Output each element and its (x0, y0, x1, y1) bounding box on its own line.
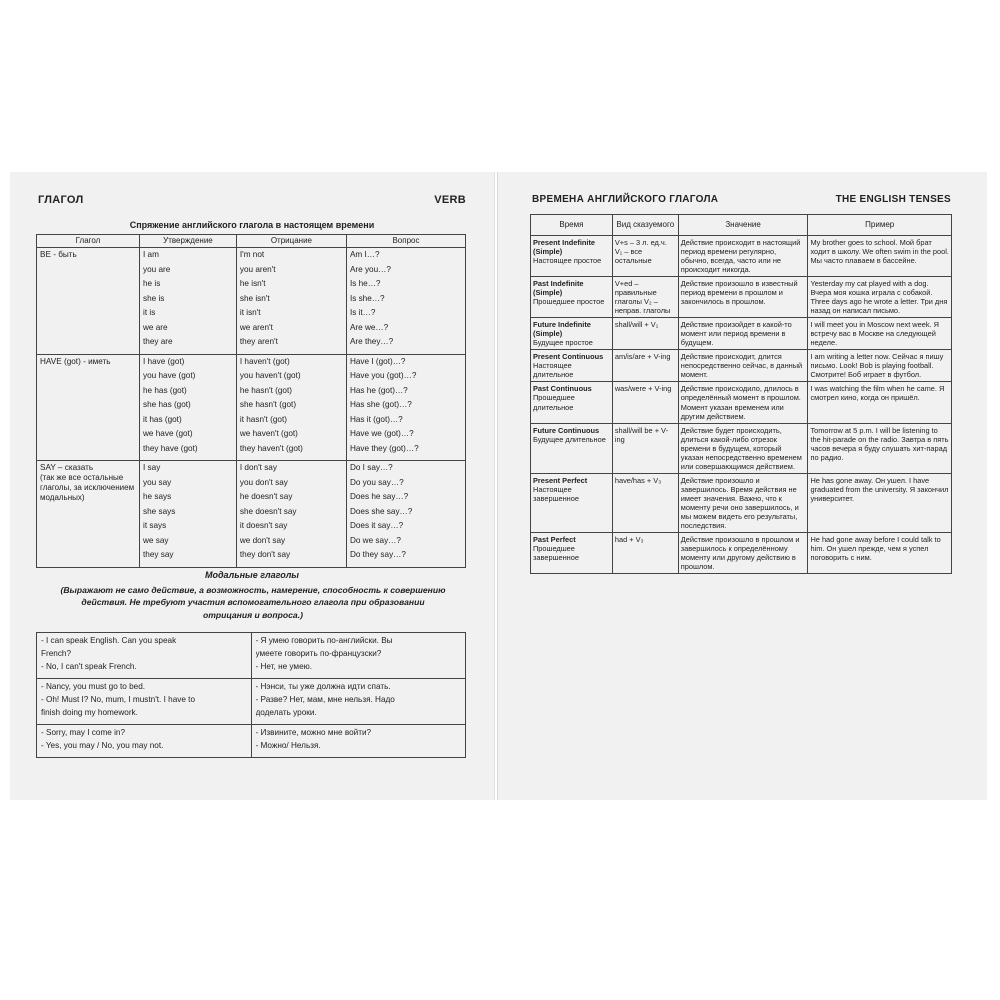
cell-line: they haven't (got) (239, 443, 303, 453)
cell-line: Have I (got)…? (349, 356, 406, 366)
modal-russian-cell (251, 679, 466, 725)
tense-example: I will meet you in Moscow next week. Я встречу вас в Москве на следующей неделе. (808, 318, 952, 350)
tense-form: shall/will + V₁ (612, 318, 678, 350)
verb-row-be (37, 248, 466, 355)
tense-row (531, 236, 952, 277)
cell-line: you aren't (239, 264, 276, 274)
modal-verbs-title: Модальные глаголы (204, 570, 299, 580)
tense-name: Present Continuous (533, 352, 604, 362)
verb-name (37, 248, 140, 355)
cell-line: I'm not (239, 250, 265, 259)
cell-line: they have (got) (143, 443, 198, 453)
cell-line: she isn't (239, 293, 270, 303)
tense-row (531, 532, 952, 573)
tense-row (531, 318, 952, 350)
tense-name-ru: Настоящее простое (533, 256, 602, 266)
cell-line: - No, I can't speak French. (41, 662, 137, 671)
modal-russian-cell (251, 633, 466, 679)
cell-line: Is he…? (349, 279, 381, 288)
page-header-right: VERB (434, 194, 466, 206)
tenses-header-row (531, 215, 952, 236)
modal-english-cell (37, 725, 252, 758)
cell-line: we haven't (got) (239, 429, 298, 438)
header-question: Вопрос (346, 235, 465, 248)
tense-form: had + V₃ (612, 532, 678, 573)
cell-line: you don't say (239, 477, 288, 487)
cell-line: Does he say…? (349, 492, 409, 501)
modal-row (37, 725, 466, 758)
header-example: Пример (808, 215, 952, 236)
tense-name-cell (531, 318, 613, 350)
cell-line: - Я умею говорить по-английски. Вы (255, 636, 393, 645)
cell-line: it has (got) (143, 414, 182, 424)
cell-line: we are (143, 322, 168, 332)
cell-line: умеете говорить по-французски? (255, 649, 382, 658)
cell-line: he is (143, 279, 161, 288)
cell-line: it isn't (239, 308, 261, 317)
question-cell (346, 354, 465, 461)
negative-cell (236, 354, 346, 461)
tense-row (531, 423, 952, 473)
verb-row-say (37, 461, 466, 568)
cell-line: finish doing my homework. (41, 708, 138, 717)
verb-label: SAY – сказать (40, 463, 94, 472)
tense-name: Future Continuous (533, 425, 600, 435)
tense-form: V+ed – правильные глаголы V₂ – неправ. глаголы (612, 277, 678, 318)
cell-line: Have we (got)…? (349, 429, 414, 438)
verb-label: BE - быть (40, 250, 77, 259)
cell-line: we don't say (239, 535, 286, 545)
cell-line: she is (143, 293, 165, 303)
cell-line: she has (got) (143, 400, 191, 409)
cell-line: we aren't (239, 322, 273, 332)
tenses-body (531, 236, 952, 574)
cell-line: he says (143, 492, 172, 501)
tense-example: I was watching the film when he came. Я смотрел кино, когда он пришёл. (808, 382, 952, 423)
tense-name: Present Indefinite (Simple) (533, 238, 596, 257)
header-negative: Отрицание (236, 235, 346, 248)
tense-name: Future Indefinite (Simple) (533, 320, 591, 339)
modal-english-cell (37, 679, 252, 725)
question-cell (346, 461, 465, 568)
verb-note: (так же все остальные глаголы, за исключением модальных) (40, 473, 135, 503)
cell-line: Am I…? (349, 250, 380, 259)
right-page (497, 172, 987, 800)
cell-line: they aren't (239, 337, 278, 346)
cell-line: - Nancy, you must go to bed. (41, 682, 146, 691)
verb-name (37, 354, 140, 461)
cell-line: you are (143, 264, 171, 274)
affirmative-cell (140, 248, 237, 355)
cell-line: - Sorry, may I come in? (41, 728, 126, 737)
tense-row (531, 473, 952, 532)
negative-cell (236, 461, 346, 568)
tense-form: have/has + V₃ (612, 473, 678, 532)
cell-line: it doesn't say (239, 521, 288, 530)
tense-meaning: Действие произойдет в какой-то момент или период времени в будущем. (678, 318, 808, 350)
cell-line: we say (143, 535, 169, 545)
header-meaning: Значение (678, 215, 808, 236)
tense-example: I am writing a letter now. Сейчас я пишу письмо. Look! Bob is playing football. Смотрите! Боб играет в футбол. (808, 350, 952, 382)
tense-example: He had gone away before I could talk to him. Он ушел прежде, чем я успел поговорить с ним. (808, 532, 952, 573)
cell-line: she says (143, 506, 176, 516)
tense-meaning: Действие происходило, длилось в определённый момент в прошлом. Момент указан временем или другим действием. (678, 382, 808, 423)
cell-line: - Извините, можно мне войти? (255, 728, 372, 737)
tense-name: Past Indefinite (Simple) (533, 279, 584, 298)
modal-row (37, 679, 466, 725)
modal-english-cell (37, 633, 252, 679)
tense-row (531, 382, 952, 423)
tense-form: am/is/are + V-ing (612, 350, 678, 382)
tense-name-cell (531, 532, 613, 573)
affirmative-cell (140, 461, 237, 568)
cell-line: Is it…? (349, 308, 376, 317)
cell-line: Are they…? (349, 337, 394, 346)
cell-line: it says (143, 521, 167, 530)
conjugation-header-row (37, 235, 466, 248)
conjugation-title: Спряжение английского глагола в настоящем времени (129, 220, 375, 230)
cell-line: I haven't (got) (239, 356, 290, 366)
page-header-left: ГЛАГОЛ (38, 194, 84, 206)
cell-line: he hasn't (got) (239, 385, 292, 395)
cell-line: he has (got) (143, 385, 187, 395)
tense-name-cell (531, 350, 613, 382)
cell-line: you have (got) (143, 371, 196, 380)
cell-line: Does it say…? (349, 521, 404, 530)
conjugation-table (36, 234, 466, 568)
tense-name-ru: Прошедшее простое (533, 297, 605, 307)
cell-line: - Нэнси, ты уже должна идти спать. (255, 682, 391, 691)
cell-line: she hasn't (got) (239, 400, 297, 409)
tense-name-ru: Настоящее завершенное (533, 484, 579, 503)
header-verb: Глагол (37, 235, 140, 248)
cell-line: French? (41, 649, 72, 658)
header-form: Вид сказуемого (612, 215, 678, 236)
cell-line: I have (got) (143, 356, 185, 366)
question-cell (346, 248, 465, 355)
cell-line: доделать уроки. (255, 708, 317, 717)
modal-russian-cell (251, 725, 466, 758)
cell-line: Has he (got)…? (349, 385, 408, 395)
cell-line: you say (143, 477, 172, 487)
tense-meaning: Действие происходит, длится непосредственно сейчас, в данный момент. (678, 350, 808, 382)
page-header-left: ВРЕМЕНА АНГЛИЙСКОГО ГЛАГОЛА (532, 194, 719, 205)
cell-line: it is (143, 308, 156, 317)
header-affirmative: Утверждение (140, 235, 237, 248)
verb-row-have (37, 354, 466, 461)
cell-line: - Разве? Нет, мам, мне нельзя. Надо (255, 695, 395, 704)
cell-line: Do I say…? (349, 463, 393, 472)
cell-line: Are you…? (349, 264, 391, 274)
tense-meaning: Действие произошло в прошлом и завершилось к определённому моменту или другому действию в прошлом. (678, 532, 808, 573)
tense-meaning: Действие произошло и завершилось. Время действия не имеет значения. Важно, что к моменту речи оно завершилось, и мы можем видеть его результаты, последствия. (678, 473, 808, 532)
cell-line: Do they say…? (349, 550, 406, 559)
affirmative-cell (140, 354, 237, 461)
tense-example: Yesterday my cat played with a dog. Вчера моя кошка играла с собакой. Three days ago he wrote a letter. Три дня назад он написал письмо. (808, 277, 952, 318)
cell-line: Do we say…? (349, 535, 401, 545)
tense-name-ru: Настоящее длительное (533, 361, 574, 380)
cell-line: Have you (got)…? (349, 371, 417, 380)
cell-line: I am (143, 250, 159, 259)
tense-form: V+s – 3 л. ед.ч. V₁ – все остальные (612, 236, 678, 277)
modal-row (37, 633, 466, 679)
tense-name-cell (531, 473, 613, 532)
tense-name: Present Perfect (533, 475, 588, 485)
cell-line: I say (143, 463, 161, 472)
modal-examples-table (36, 632, 466, 758)
cell-line: - Можно/ Нельзя. (255, 741, 321, 750)
cell-line: Is she…? (349, 293, 385, 303)
negative-cell (236, 248, 346, 355)
tense-name-ru: Прошедшее завершенное (533, 543, 579, 562)
cell-line: he doesn't say (239, 492, 293, 501)
tenses-table (530, 214, 952, 574)
tense-form: shall/will be + V-ing (612, 423, 678, 473)
cell-line: - Yes, you may / No, you may not. (41, 741, 164, 750)
modal-verbs-description: (Выражают не само действие, а возможность, намерение, способность к совершению действия. Не требуют участия вспомогательного глагола при образовании отрицания и вопроса.) (60, 585, 446, 620)
tense-meaning: Действие происходит в настоящий период времени регулярно, обычно, всегда, часто или не происходит никогда. (678, 236, 808, 277)
cell-line: - Нет, не умею. (255, 662, 313, 671)
cell-line: they don't say (239, 550, 291, 559)
cell-line: he isn't (239, 279, 266, 288)
header-tense: Время (531, 215, 613, 236)
tense-name-cell (531, 277, 613, 318)
verb-name (37, 461, 140, 568)
cell-line: I don't say (239, 463, 277, 472)
cell-line: Has she (got)…? (349, 400, 412, 409)
cell-line: they are (143, 337, 173, 346)
page-header-right: THE ENGLISH TENSES (835, 194, 951, 205)
tense-name-cell (531, 382, 613, 423)
tense-form: was/were + V-ing (612, 382, 678, 423)
tense-name-ru: Будущее простое (533, 338, 593, 348)
cell-line: - Oh! Must I? No, mum, I mustn't. I have to (41, 695, 195, 704)
tense-name-cell (531, 236, 613, 277)
tense-row (531, 350, 952, 382)
left-page (10, 172, 495, 800)
cell-line: Has it (got)…? (349, 414, 403, 424)
tense-meaning: Действие произошло в известный период времени в прошлом и закончилось в прошлом. (678, 277, 808, 318)
tense-example: My brother goes to school. Мой брат ходит в школу. We often swim in the pool. Мы часто плаваем в бассейне. (808, 236, 952, 277)
tense-name-ru: Будущее длительное (533, 434, 606, 444)
tense-name-cell (531, 423, 613, 473)
tense-row (531, 277, 952, 318)
cell-line: she doesn't say (239, 506, 297, 516)
tense-name: Past Perfect (533, 534, 576, 544)
cell-line: we have (got) (143, 429, 193, 438)
cell-line: it hasn't (got) (239, 414, 287, 424)
cell-line: Do you say…? (349, 477, 404, 487)
cell-line: Does she say…? (349, 506, 413, 516)
cell-line: you haven't (got) (239, 371, 301, 380)
tense-meaning: Действие будет происходить, длиться какой-либо отрезок времени в будущем, который указан непосредственно временем или совершающимся действием. (678, 423, 808, 473)
tense-example: He has gone away. Он ушел. I have graduated from the university. Я закончил университет. (808, 473, 952, 532)
cell-line: Have they (got)…? (349, 443, 419, 453)
tense-name-ru: Прошедшее длительное (533, 393, 575, 412)
verb-label: HAVE (got) - иметь (40, 356, 111, 366)
cell-line: Are we…? (349, 322, 389, 332)
tense-name: Past Continuous (533, 384, 592, 394)
cell-line: they say (143, 550, 174, 559)
tense-example: Tomorrow at 5 p.m. I will be listening to the hit-parade on the radio. Завтра в пять часов вечера я буду слушать хит-парад по радио. (808, 423, 952, 473)
cell-line: - I can speak English. Can you speak (41, 636, 177, 645)
